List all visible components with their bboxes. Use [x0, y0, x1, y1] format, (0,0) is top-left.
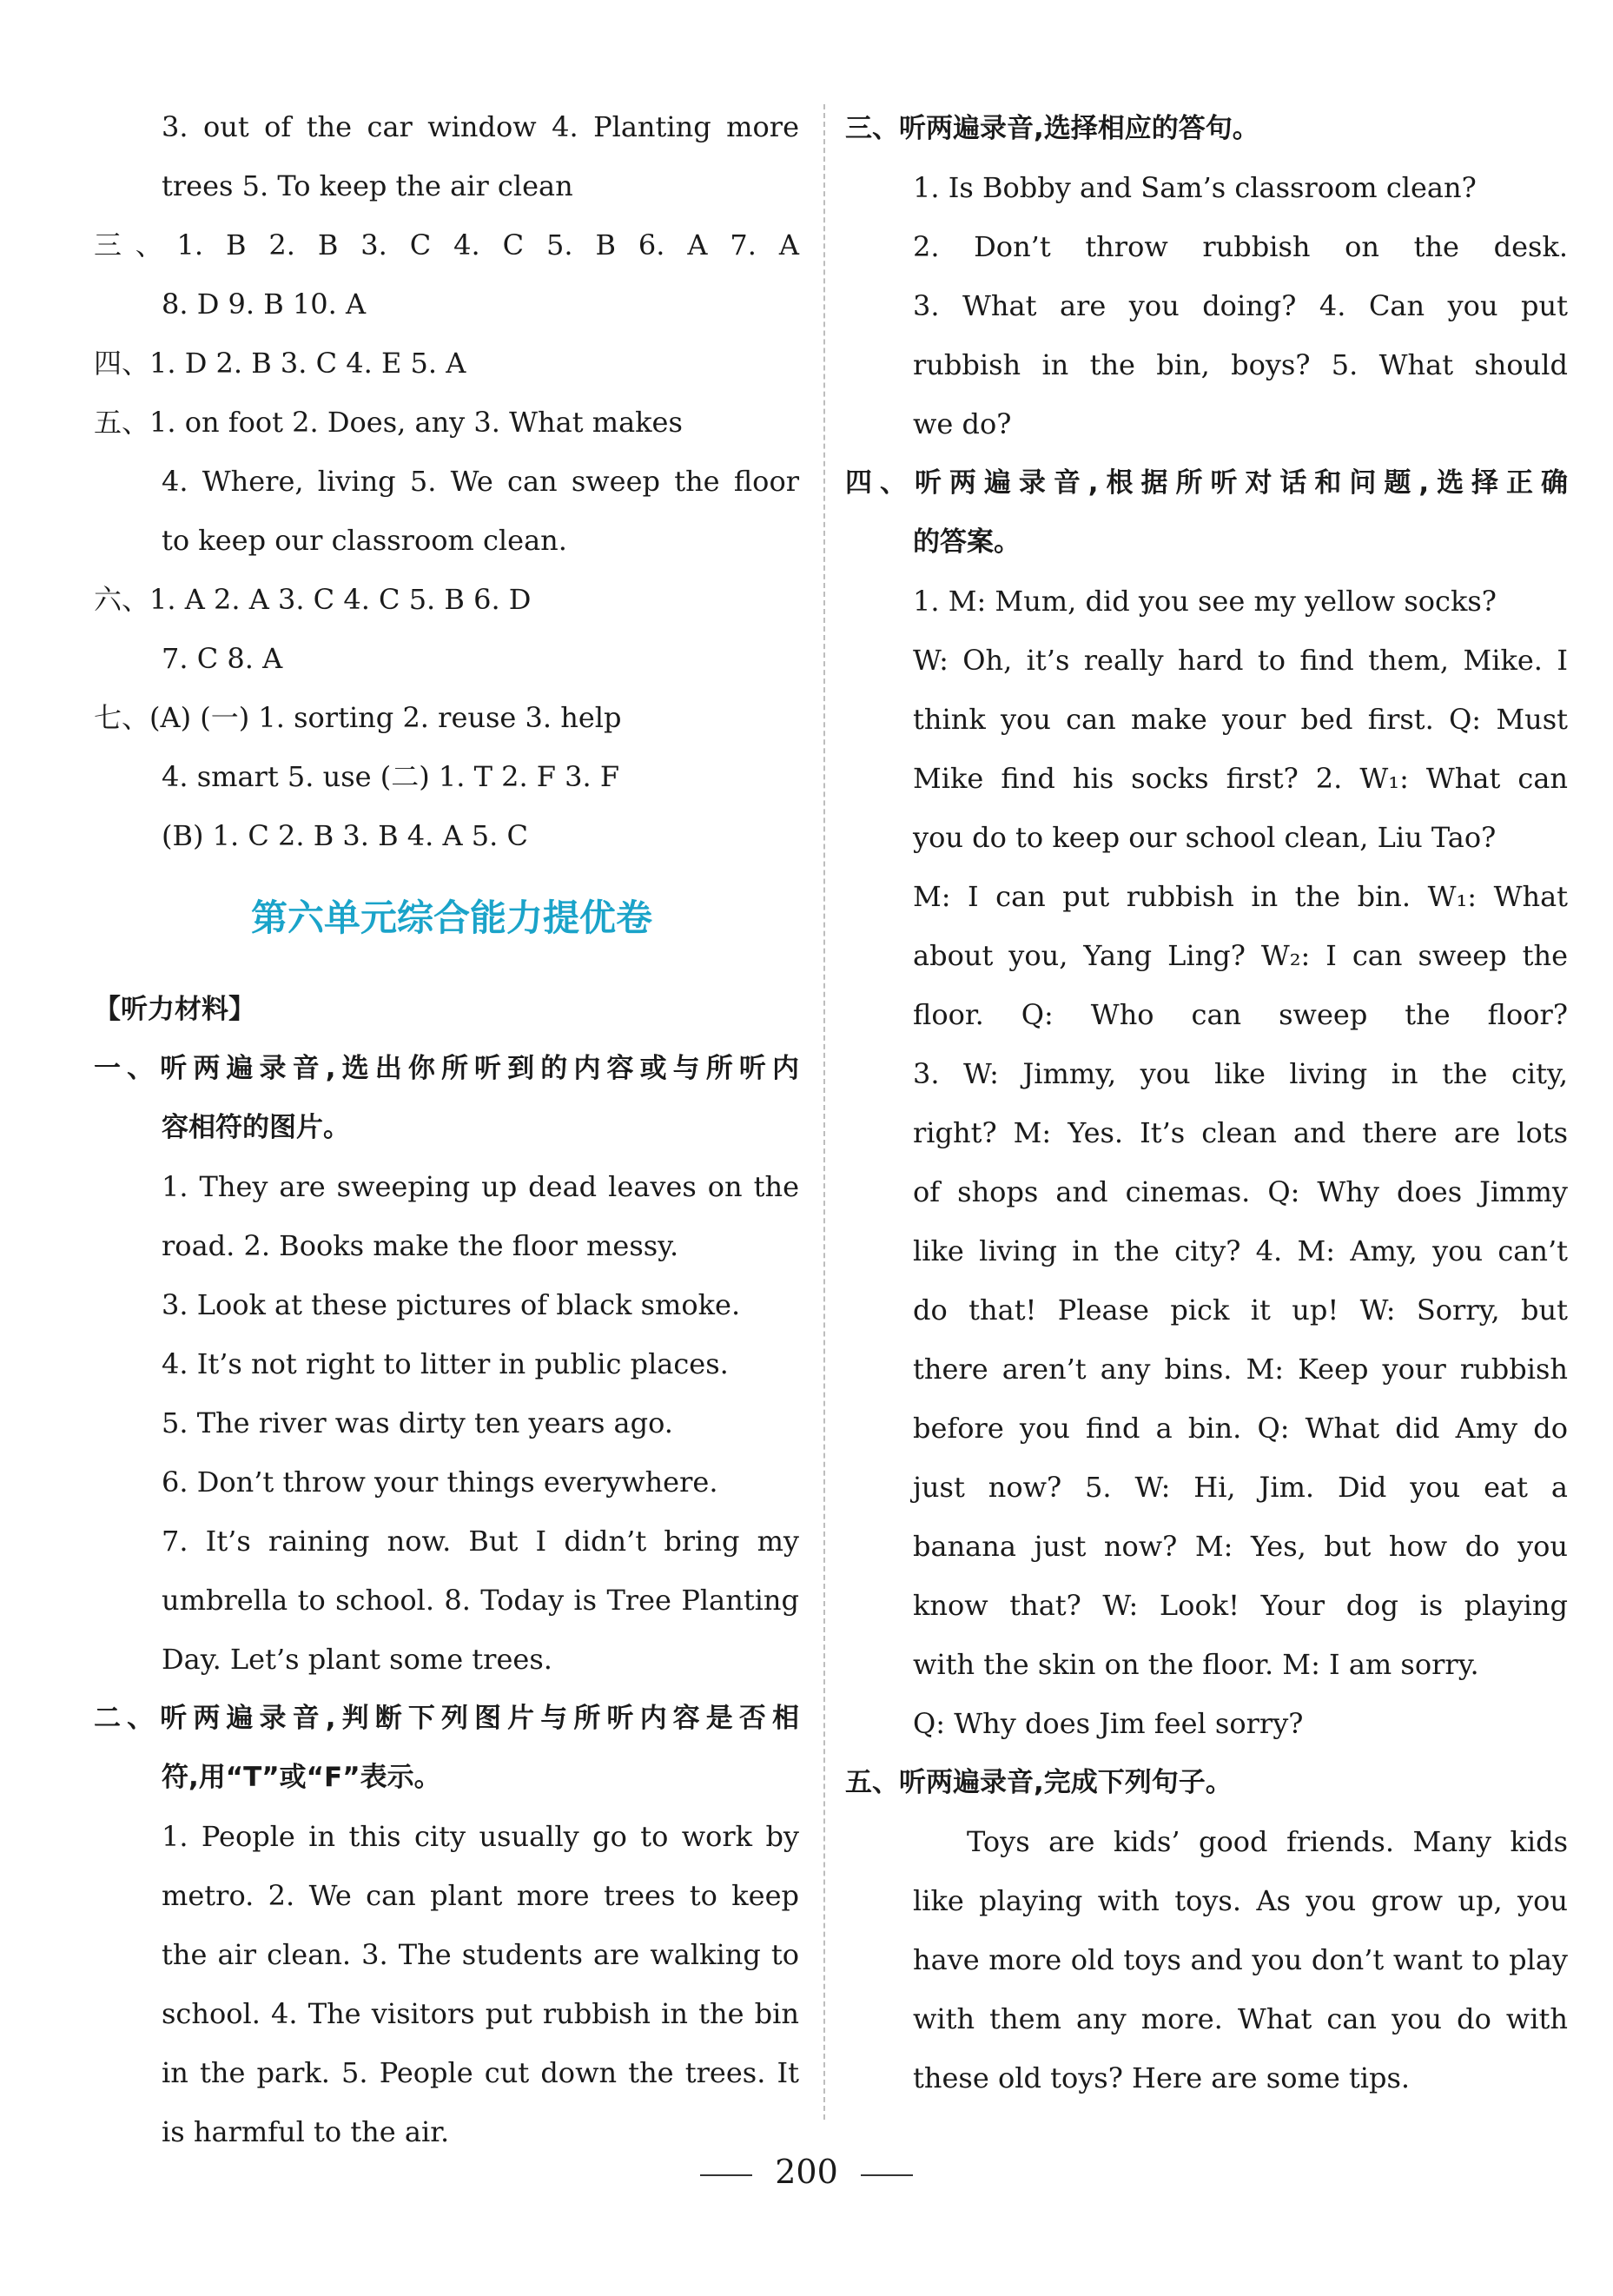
text-line: trees 5. To keep the air clean	[162, 169, 573, 202]
text-line: 2. Don’t throw rubbish on the desk.	[913, 230, 1568, 263]
text-line: road. 2. Books make the floor messy.	[162, 1229, 679, 1262]
text-line: 三、1. B 2. B 3. C 4. C 5. B 6. A 7. A	[94, 228, 799, 261]
text-line: 四、1. D 2. B 3. C 4. E 5. A	[94, 347, 466, 380]
text-line: the air clean. 3. The students are walking to	[162, 1938, 799, 1971]
section-heading: 一、听两遍录音,选出你所听到的内容或与所听内	[94, 1053, 799, 1084]
page-number-dash-right	[861, 2174, 913, 2176]
text-line: with the skin on the floor. M: I am sorry.	[913, 1648, 1479, 1681]
text-line: with them any more. What can you do with	[913, 2002, 1568, 2035]
text-line: 4. Where, living 5. We can sweep the floor	[162, 465, 799, 498]
text-line: Mike find his socks first? 2. W₁: What can	[913, 762, 1568, 795]
column-divider	[823, 104, 825, 2120]
text-line: 8. D 9. B 10. A	[162, 288, 367, 321]
text-line: to keep our classroom clean.	[162, 524, 567, 557]
section-heading: 【听力材料】	[94, 994, 255, 1025]
page-number-text: 200	[775, 2153, 838, 2191]
section-heading: 五、听两遍录音,完成下列句子。	[845, 1767, 1233, 1798]
text-line: there aren’t any bins. M: Keep your rubbish	[913, 1353, 1568, 1386]
text-line: 7. It’s raining now. But I didn’t bring my	[162, 1525, 799, 1558]
section-heading: 符,用“T”或“F”表示。	[162, 1762, 441, 1793]
text-line: 3. out of the car window 4. Planting more	[162, 110, 799, 143]
text-line: rubbish in the bin, boys? 5. What should	[913, 348, 1568, 381]
text-line: 五、1. on foot 2. Does, any 3. What makes	[94, 406, 683, 439]
text-line: 1. They are sweeping up dead leaves on the	[162, 1170, 799, 1203]
section-heading: 的答案。	[913, 526, 1021, 558]
text-line: M: I can put rubbish in the bin. W₁: What	[913, 880, 1568, 913]
text-line: 3. What are you doing? 4. Can you put	[913, 289, 1568, 322]
section-heading: 容相符的图片。	[162, 1112, 350, 1143]
text-line: 3. Look at these pictures of black smoke.	[162, 1288, 741, 1321]
section-heading: 三、听两遍录音,选择相应的答句。	[845, 113, 1259, 144]
text-line: like playing with toys. As you grow up, you	[913, 1884, 1568, 1917]
text-line: Q: Why does Jim feel sorry?	[913, 1707, 1304, 1740]
text-line: we do?	[913, 407, 1012, 440]
text-line: have more old toys and you don’t want to play	[913, 1943, 1568, 1976]
text-line: like living in the city? 4. M: Amy, you can’t	[913, 1234, 1568, 1267]
text-line: 3. W: Jimmy, you like living in the city,	[913, 1057, 1568, 1090]
text-line: before you find a bin. Q: What did Amy do	[913, 1412, 1568, 1445]
text-line: floor. Q: Who can sweep the floor?	[913, 998, 1568, 1031]
text-line: do that! Please pick it up! W: Sorry, but	[913, 1294, 1568, 1327]
page-number-dash-left	[700, 2174, 752, 2176]
text-line: 6. Don’t throw your things everywhere.	[162, 1466, 718, 1499]
text-line: about you, Yang Ling? W₂: I can sweep the	[913, 939, 1568, 972]
text-line: 六、1. A 2. A 3. C 4. C 5. B 6. D	[94, 583, 532, 616]
text-line: these old toys? Here are some tips.	[913, 2061, 1411, 2094]
text-line: 7. C 8. A	[162, 642, 283, 675]
text-line: 1. People in this city usually go to work by	[162, 1820, 799, 1853]
text-line: (B) 1. C 2. B 3. B 4. A 5. C	[162, 819, 528, 852]
text-line: right? M: Yes. It’s clean and there are lots	[913, 1116, 1568, 1149]
text-line: metro. 2. We can plant more trees to keep	[162, 1879, 799, 1912]
unit-title: 第六单元综合能力提优卷	[250, 897, 652, 939]
section-heading: 四、听两遍录音,根据所听对话和问题,选择正确	[845, 467, 1568, 499]
text-line: Day. Let’s plant some trees.	[162, 1643, 552, 1676]
text-line: 4. smart 5. use (二) 1. T 2. F 3. F	[162, 760, 620, 793]
text-line: umbrella to school. 8. Today is Tree Planting	[162, 1584, 799, 1617]
text-line: 1. Is Bobby and Sam’s classroom clean?	[913, 171, 1477, 204]
text-line: banana just now? M: Yes, but how do you	[913, 1530, 1568, 1563]
text-line: 5. The river was dirty ten years ago.	[162, 1406, 673, 1439]
text-line: know that? W: Look! Your dog is playing	[913, 1589, 1568, 1622]
text-line: 1. M: Mum, did you see my yellow socks?	[913, 585, 1497, 618]
text-line: school. 4. The visitors put rubbish in the bin	[162, 1997, 799, 2030]
text-line: is harmful to the air.	[162, 2115, 450, 2148]
section-heading: 二、听两遍录音,判断下列图片与所听内容是否相	[94, 1703, 799, 1734]
text-line: just now? 5. W: Hi, Jim. Did you eat a	[913, 1471, 1568, 1504]
text-line: of shops and cinemas. Q: Why does Jimmy	[913, 1175, 1568, 1208]
text-line: 七、(A) (一) 1. sorting 2. reuse 3. help	[94, 701, 622, 734]
text-line: Toys are kids’ good friends. Many kids	[967, 1825, 1568, 1858]
text-line: W: Oh, it’s really hard to find them, Mike. I	[913, 644, 1568, 677]
text-line: 4. It’s not right to litter in public places.	[162, 1347, 729, 1380]
text-line: think you can make your bed first. Q: Must	[913, 703, 1568, 736]
page-number	[0, 2146, 1613, 2198]
text-line: you do to keep our school clean, Liu Tao?	[913, 821, 1497, 854]
text-line: in the park. 5. People cut down the trees. It	[162, 2056, 799, 2089]
